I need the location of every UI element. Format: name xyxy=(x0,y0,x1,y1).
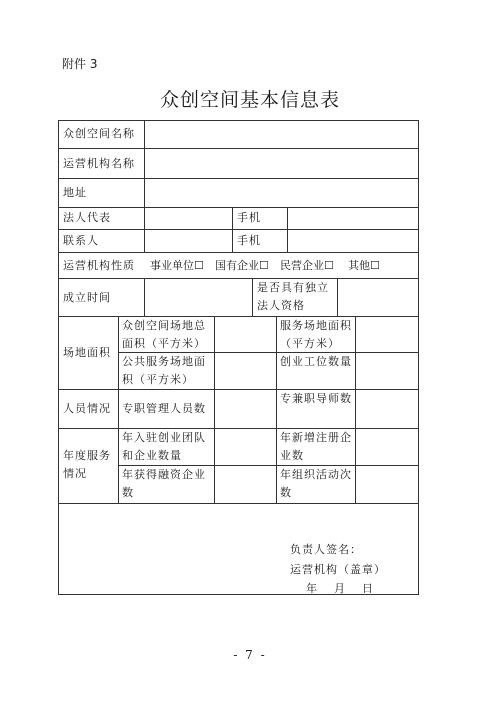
label-phone-1: 手机 xyxy=(237,211,261,224)
label-organization-nature: 运营机构性质 xyxy=(63,259,135,272)
label-managers: 专职管理人员数 xyxy=(122,402,206,415)
label-new-registrations: 年新增注册企业数 xyxy=(280,431,352,462)
option-public-institution[interactable]: 事业单位☐ xyxy=(150,259,204,272)
signature-date: 年 月 日 xyxy=(306,582,376,595)
label-independent-legal: 是否具有独立法人资格 xyxy=(257,281,329,312)
label-space-name: 众创空间名称 xyxy=(63,127,135,140)
label-site-area: 场地面积 xyxy=(63,346,111,359)
label-legal-representative: 法人代表 xyxy=(63,211,111,224)
page-number: - 7 - xyxy=(233,648,267,662)
label-annual-service: 年度服务情况 xyxy=(63,449,111,480)
signature-seal: 运营机构（盖章） xyxy=(290,563,386,576)
label-service-area: 服务场地面积（平方米） xyxy=(280,319,352,350)
signature-person: 负责人签名： xyxy=(290,543,362,556)
label-mentors: 专兼职导师数 xyxy=(280,392,352,405)
attachment-label: 附件 3 xyxy=(62,57,98,71)
label-address: 地址 xyxy=(63,186,87,199)
label-financing: 年获得融资企业数 xyxy=(122,468,206,499)
page-title: 众创空间基本信息表 xyxy=(159,89,340,111)
label-workstations: 创业工位数量 xyxy=(280,355,352,368)
label-phone-2: 手机 xyxy=(237,234,261,247)
label-total-area: 众创空间场地总面积（平方米） xyxy=(122,319,206,350)
label-operator-name: 运营机构名称 xyxy=(63,157,135,170)
option-private[interactable]: 民营企业☐ xyxy=(280,259,334,272)
label-contact: 联系人 xyxy=(63,234,99,247)
option-other[interactable]: 其他☐ xyxy=(348,259,380,272)
label-public-area: 公共服务场地面积（平方米） xyxy=(122,355,206,386)
label-established-date: 成立时间 xyxy=(63,291,111,304)
label-activities: 年组织活动次数 xyxy=(280,468,352,499)
option-state-owned[interactable]: 国有企业☐ xyxy=(215,259,269,272)
label-personnel: 人员情况 xyxy=(63,402,111,415)
label-teams: 年入驻创业团队和企业数量 xyxy=(122,431,206,462)
